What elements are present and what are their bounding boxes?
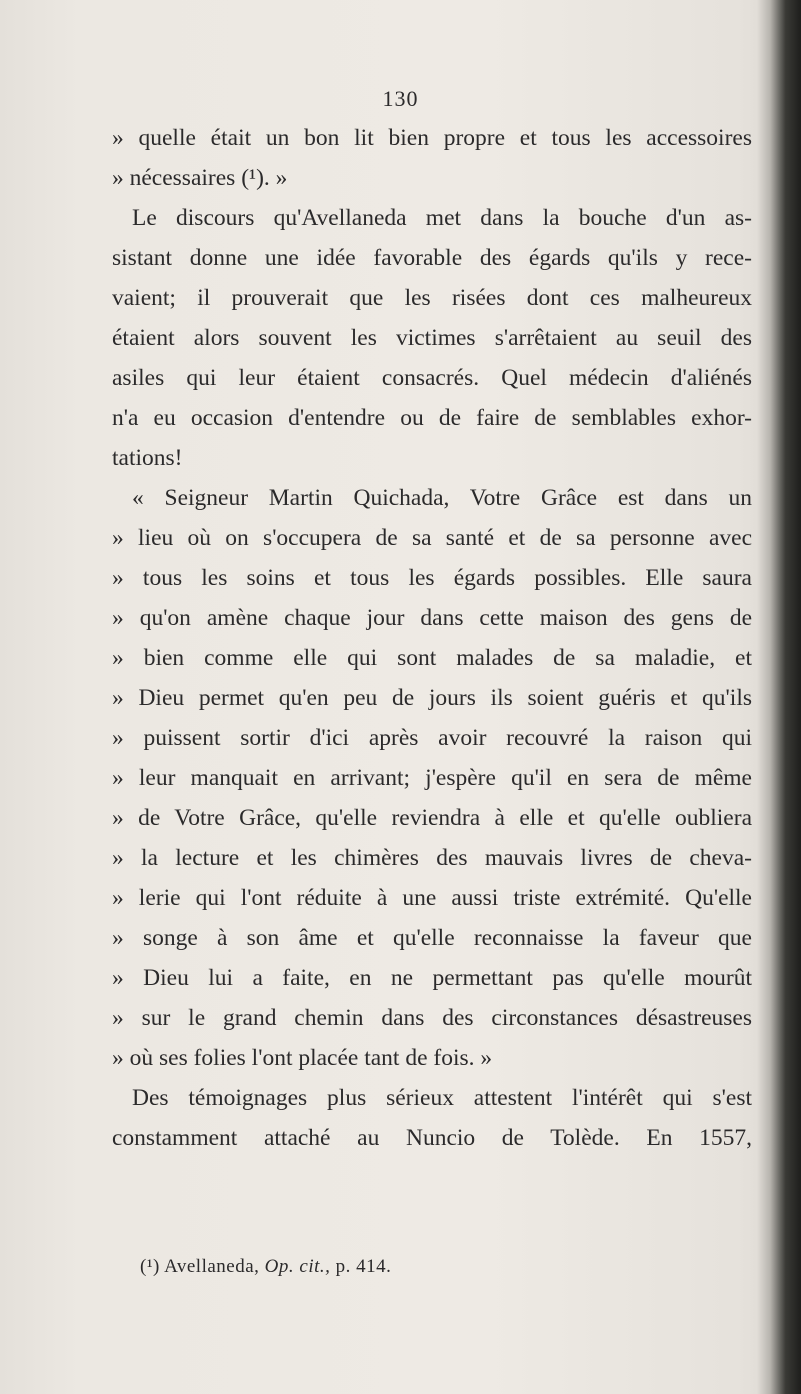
text-line: » nécessaires (¹). » bbox=[112, 165, 288, 191]
footnote-author: Avellaneda, bbox=[164, 1256, 260, 1277]
footnote bbox=[140, 1256, 391, 1278]
text-line: « Seigneur Martin Quichada, Votre Grâce est dans un bbox=[132, 485, 752, 511]
text-line: n'a eu occasion d'entendre ou de faire de semblables exhor- bbox=[112, 405, 752, 431]
page-number: 130 bbox=[382, 86, 419, 111]
text-line: sistant donne une idée favorable des égards qu'ils y rece- bbox=[112, 245, 752, 271]
text-line: constamment attaché au Nuncio de Tolède. En 1557, bbox=[112, 1125, 752, 1151]
footnote-marker: (¹) bbox=[140, 1256, 160, 1277]
footnote-reference: Op. cit., bbox=[264, 1256, 331, 1277]
footnote-page: p. 414. bbox=[335, 1256, 392, 1277]
page-edge-shadow bbox=[757, 0, 801, 1394]
text-line: vaient; il prouverait que les risées dont ces malheureux bbox=[112, 285, 752, 311]
text-line: » puissent sortir d'ici après avoir recouvré la raison qui bbox=[112, 725, 752, 751]
text-line: » lerie qui l'ont réduite à une aussi triste extrémité. Qu'elle bbox=[112, 885, 752, 911]
text-line: » tous les soins et tous les égards possibles. Elle saura bbox=[112, 565, 752, 591]
text-line: » lieu où on s'occupera de sa santé et de sa personne avec bbox=[112, 525, 752, 551]
text-line: » Dieu lui a faite, en ne permettant pas qu'elle mourût bbox=[112, 965, 752, 991]
text-line: » la lecture et les chimères des mauvais livres de cheva- bbox=[112, 845, 752, 871]
text-line: Des témoignages plus sérieux attestent l'intérêt qui s'est bbox=[132, 1085, 752, 1111]
text-line: Le discours qu'Avellaneda met dans la bouche d'un as- bbox=[132, 205, 752, 231]
text-line: » où ses folies l'ont placée tant de fois. » bbox=[112, 1045, 493, 1071]
text-line: » sur le grand chemin dans des circonstances désastreuses bbox=[112, 1005, 752, 1031]
text-line: » Dieu permet qu'en peu de jours ils soient guéris et qu'ils bbox=[112, 685, 752, 711]
text-line: » qu'on amène chaque jour dans cette maison des gens de bbox=[112, 605, 752, 631]
text-line: » leur manquait en arrivant; j'espère qu'il en sera de même bbox=[112, 765, 752, 791]
text-line: tations! bbox=[112, 445, 183, 471]
text-line: asiles qui leur étaient consacrés. Quel médecin d'aliénés bbox=[112, 365, 752, 391]
text-line: » de Votre Grâce, qu'elle reviendra à elle et qu'elle oubliera bbox=[112, 805, 752, 831]
text-line: » songe à son âme et qu'elle reconnaisse la faveur que bbox=[112, 925, 752, 951]
text-line: étaient alors souvent les victimes s'arrêtaient au seuil des bbox=[112, 325, 752, 351]
text-line: » bien comme elle qui sont malades de sa maladie, et bbox=[112, 645, 752, 671]
text-line: » quelle était un bon lit bien propre et tous les accessoires bbox=[112, 125, 752, 151]
body-text bbox=[112, 118, 752, 1158]
